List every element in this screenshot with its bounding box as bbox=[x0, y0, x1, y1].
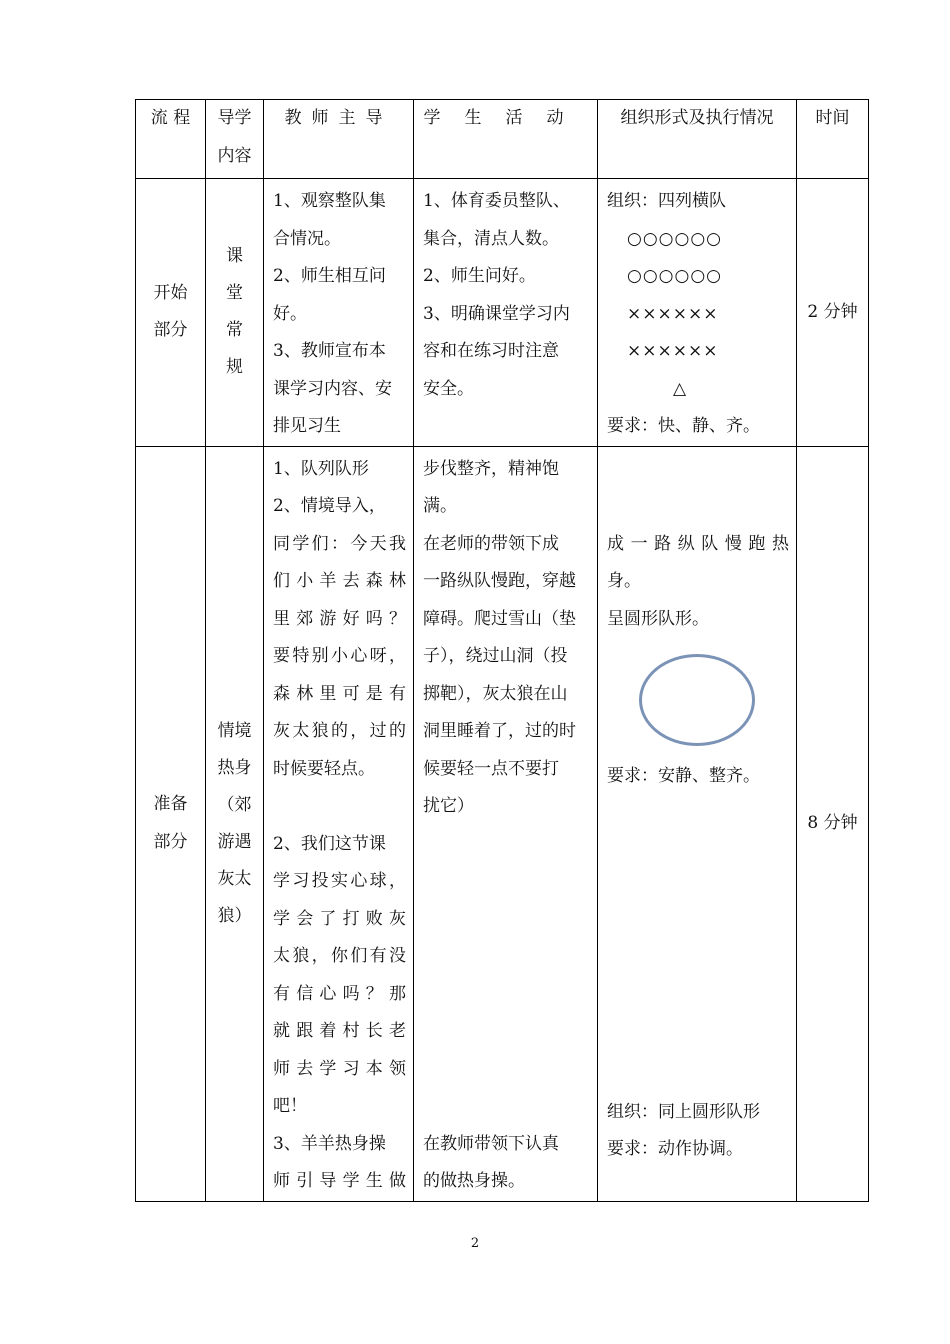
student-activity-prepare: 步伐整齐，精神饱 满。 在老师的带领下成 一路纵队慢跑，穿越 障碍。爬过雪山（垫 子），绕过山洞（投 掷靶），灰太狼在山 洞里睡着了，过的时 候要轻一点不要打 扰它） 在教师带领下认真 的做热身操。 bbox=[414, 446, 598, 1201]
teacher-guidance-prepare: 1、队列队形 2、情境导入， 同学们：今天我 们小羊去森林 里郊游好吗？ 要特别小心呀， 森林里可是有 灰太狼的，过的 时候要轻点。 2、我们这节课 学习投实心球， 学会了打败灰 太狼，你们有没 有信心吗？那 就跟着村长老 师去学习本领 吧！ 3、羊羊热身操 师引导学生做 bbox=[264, 446, 414, 1201]
guide-content-scenario: 情境 热身 （郊 游遇 灰太 狼） bbox=[206, 446, 264, 1201]
teacher-position-mark: △ bbox=[673, 378, 687, 399]
teacher-guidance: 1、观察整队集 合情况。 2、师生相互问 好。 3、教师宣布本 课学习内容、安 排见习生 bbox=[264, 179, 414, 447]
header-time: 时间 bbox=[797, 100, 869, 179]
table-header-row bbox=[136, 100, 869, 179]
time-prepare: 8 分钟 bbox=[797, 446, 869, 1201]
formation-row: ○○○○○○ bbox=[627, 228, 723, 249]
formation-row: ×××××× bbox=[627, 303, 719, 324]
phase-start: 开始 部分 bbox=[136, 179, 206, 447]
formation-row: ×××××× bbox=[627, 341, 719, 361]
organization-form: 组织：四列横队 ○○○○○○ ○○○○○○ ×××××× ×××××× △ 要求：快、静、齐。 bbox=[598, 179, 797, 447]
page-number: 2 bbox=[470, 1236, 480, 1251]
header-guide-content: 导学 内容 bbox=[206, 100, 264, 179]
header-teacher: 教师主导 bbox=[264, 100, 414, 179]
circle-formation-diagram bbox=[639, 654, 755, 746]
student-activity: 1、体育委员整队、 集合，清点人数。 2、师生问好。 3、明确课堂学习内 容和在练习时注意 安全。 bbox=[414, 179, 598, 447]
lesson-plan-table bbox=[135, 99, 869, 1202]
table-row-prepare bbox=[136, 446, 869, 1201]
header-student: 学生活动 bbox=[414, 100, 598, 179]
phase-prepare: 准备 部分 bbox=[136, 446, 206, 1201]
header-process: 流 程 bbox=[136, 100, 206, 179]
organization-form-prepare: 成一路纵队慢跑热 身。 呈圆形队形。 要求：安静、整齐。 组织：同上圆形队形 要求：动作协调。 bbox=[598, 446, 797, 1201]
table-row-start bbox=[136, 179, 869, 447]
guide-content-routine: 课 堂 常 规 bbox=[206, 179, 264, 447]
time-start: 2 分钟 bbox=[797, 179, 869, 447]
header-organization: 组织形式及执行情况 bbox=[598, 100, 797, 179]
formation-row: ○○○○○○ bbox=[627, 266, 723, 286]
